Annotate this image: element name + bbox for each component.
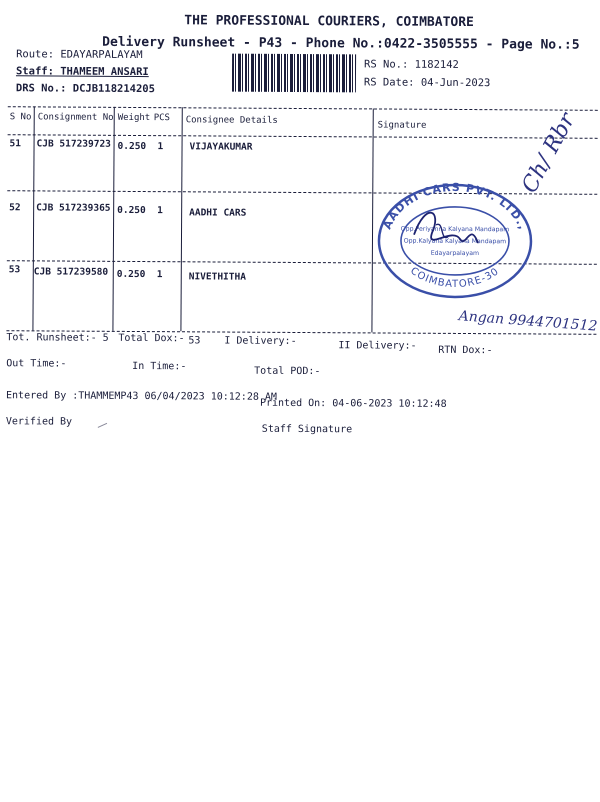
route-label: Route: EDAYARPALAYAM <box>16 48 143 62</box>
total-dox-label: Total Dox:- <box>118 332 185 345</box>
stamp-line-2: Opp.Kalyana Kalyana Mandapam <box>403 237 507 246</box>
entered-by: Entered By :THAMMEMP43 06/04/2023 10:12:28 AM <box>5 390 277 403</box>
receiver-handwriting: Angan 9944701512 <box>458 308 598 335</box>
row-consignment: CJB 517239580 <box>33 266 109 278</box>
runsheet-subtitle: Delivery Runsheet - P43 - Phone No.:0422-3505555 - Page No.:5 <box>102 34 580 53</box>
rtn-dox: RTN Dox:- <box>438 344 493 357</box>
header-consignment: Consignment No <box>37 112 114 123</box>
stamp-graphic <box>374 180 537 299</box>
company-title: THE PROFESSIONAL COURIERS, COIMBATORE <box>184 13 474 31</box>
row-consignee: NIVETHITHA <box>188 271 246 283</box>
col-divider <box>112 107 114 331</box>
stamp-line-1: Opp.Periyanna Kalyana Mandapam <box>400 225 510 234</box>
row-weight: 0.250 <box>116 268 146 281</box>
header-sno: S No <box>9 112 32 123</box>
row-pcs: 1 <box>157 205 163 217</box>
total-pod: Total POD:- <box>254 365 321 378</box>
row-sno: 52 <box>9 202 21 214</box>
stamp-line-3: Edayarpalayam <box>430 249 480 258</box>
row-consignment: CJB 517239365 <box>36 202 111 214</box>
staff-label: Staff: THAMEEM ANSARI <box>15 65 149 79</box>
ii-delivery: II Delivery:- <box>338 340 417 352</box>
company-stamp <box>374 180 537 299</box>
row-pcs: 1 <box>157 141 164 153</box>
out-time: Out Time:- <box>6 358 67 370</box>
rs-date: RS Date: 04-Jun-2023 <box>363 76 491 90</box>
header-pcs: PCS <box>153 113 171 124</box>
stamp-bottom-text: COIMBATORE-30 <box>408 265 502 290</box>
row-weight: 0.250 <box>117 204 146 217</box>
stamp-top-text: AADHI CARS PVT. LTD., <box>380 180 530 232</box>
header-signature: Signature <box>377 120 427 131</box>
staff-signature: Staff Signature <box>261 423 353 436</box>
row-pcs: 1 <box>156 269 163 281</box>
table-top-rule <box>8 106 598 111</box>
header-weight: Weight <box>117 112 151 124</box>
svg-text:COIMBATORE-30 <box>408 265 501 290</box>
handwritten-note: Ch/ Rbr <box>517 109 581 198</box>
tot-runsheet: Tot. Runsheet:- 5 <box>6 332 109 344</box>
col-divider <box>32 106 34 330</box>
printed-on: Printed On: 04-06-2023 10:12:48 <box>259 397 447 410</box>
rs-number: RS No.: 1182142 <box>364 58 459 71</box>
drs-number: DRS No.: DCJB118214205 <box>15 82 156 96</box>
total-dox-value: 53 <box>188 335 201 347</box>
row-consignee: AADHI CARS <box>189 207 247 219</box>
pen-mark <box>98 423 108 430</box>
row-weight: 0.250 <box>117 140 147 153</box>
row-sno: 51 <box>9 138 22 150</box>
row-consignee: VIJAYAKUMAR <box>189 141 253 153</box>
row-sno: 53 <box>8 264 21 276</box>
i-delivery: I Delivery:- <box>224 335 297 347</box>
in-time: In Time:- <box>132 360 187 373</box>
header-consignee: Consignee Details <box>185 115 278 126</box>
barcode <box>232 54 356 93</box>
row-consignment: CJB 517239723 <box>36 138 111 150</box>
col-divider <box>180 107 182 331</box>
verified-by: Verified By <box>5 416 73 428</box>
